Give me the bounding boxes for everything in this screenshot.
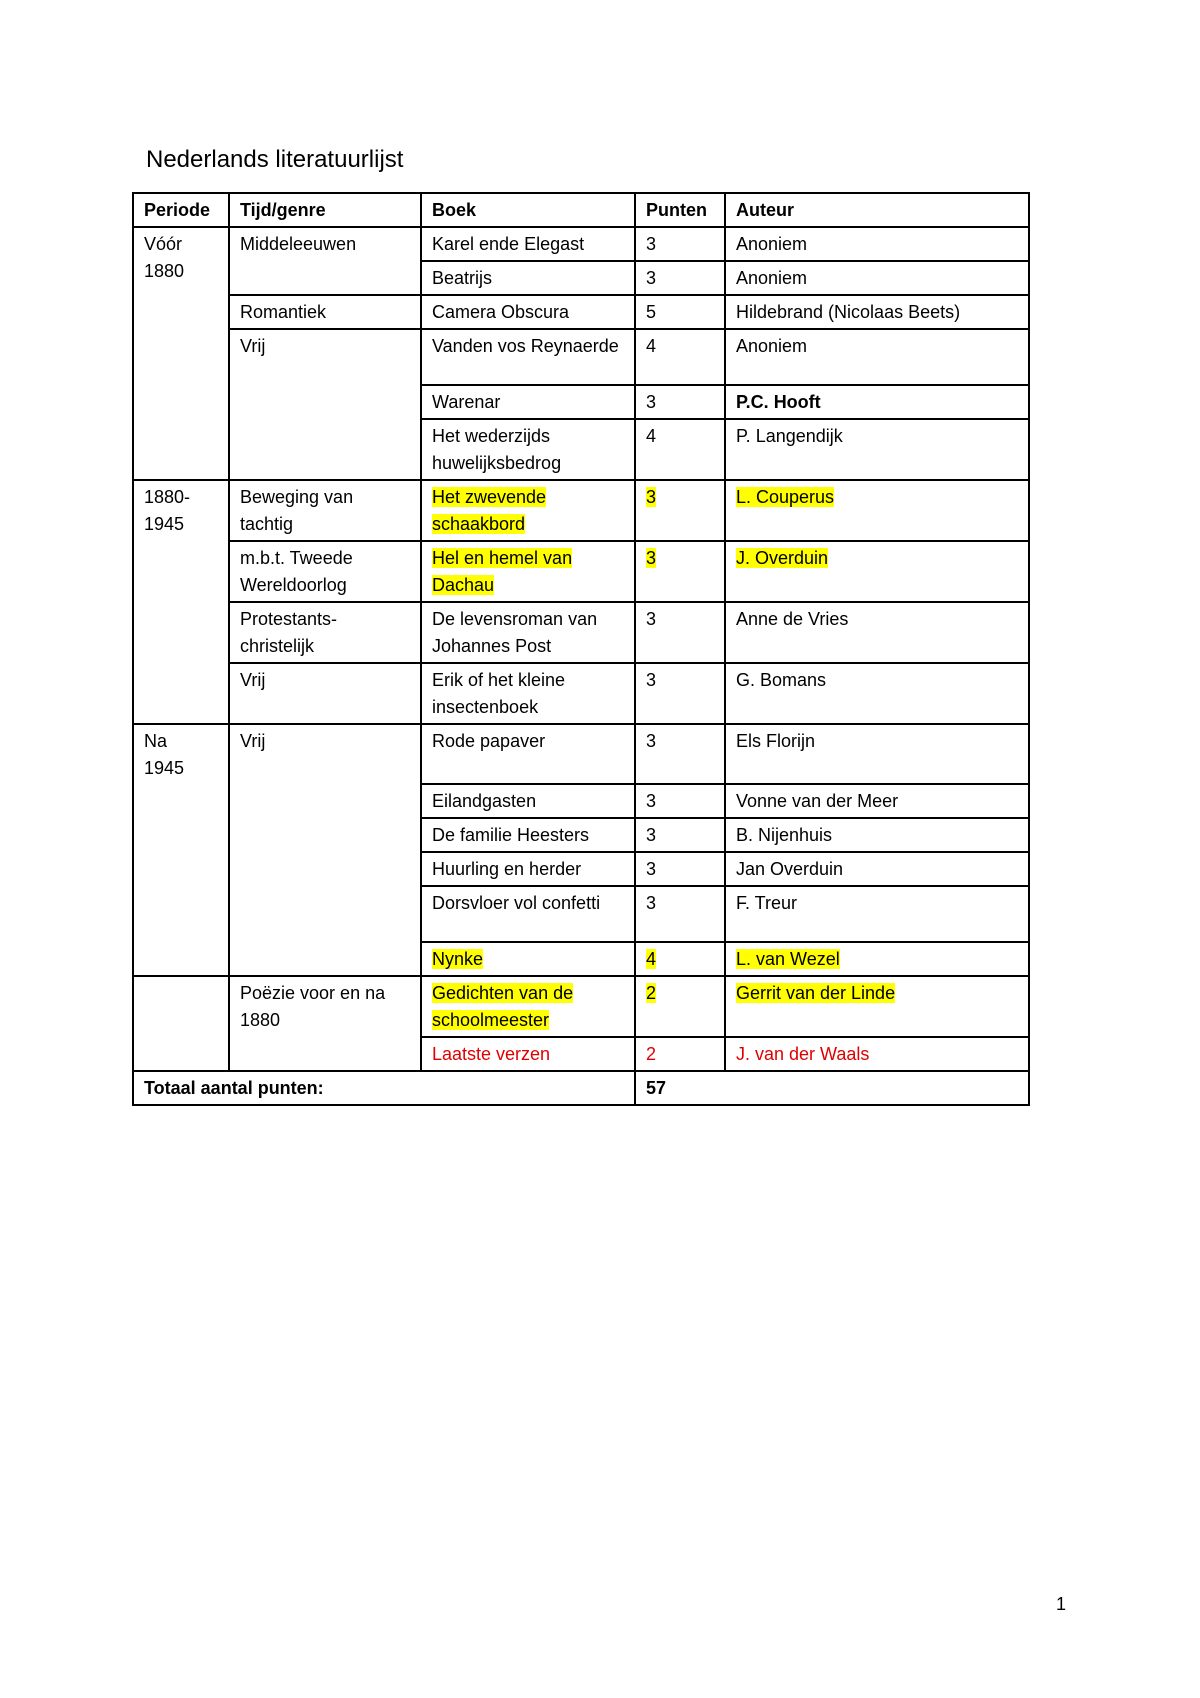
table-row	[133, 329, 1029, 385]
author-cell: Anoniem	[725, 261, 1029, 295]
author-cell	[725, 976, 1029, 1037]
total-label: Totaal aantal punten:	[133, 1071, 635, 1105]
highlighted-text: Nynke	[432, 949, 484, 969]
points-cell: 3	[635, 724, 725, 784]
book-cell: De levensroman van Johannes Post	[421, 602, 635, 663]
highlighted-text: L. van Wezel	[736, 949, 840, 969]
points-cell: 3	[635, 385, 725, 419]
table-row	[133, 541, 1029, 602]
header-auteur: Auteur	[725, 193, 1029, 227]
period-line: 1880	[144, 261, 185, 281]
author-cell: Jan Overduin	[725, 852, 1029, 886]
table-row	[133, 976, 1029, 1037]
table-row	[133, 724, 1029, 784]
table-row	[133, 480, 1029, 541]
book-cell	[421, 480, 635, 541]
header-periode: Periode	[133, 193, 229, 227]
points-cell	[635, 541, 725, 602]
genre-cell: Romantiek	[229, 295, 421, 329]
author-cell: Vonne van der Meer	[725, 784, 1029, 818]
header-boek: Boek	[421, 193, 635, 227]
author-cell: J. van der Waals	[725, 1037, 1029, 1071]
highlighted-text: L. Couperus	[736, 487, 835, 507]
highlighted-text: Gerrit van der Linde	[736, 983, 896, 1003]
genre-cell: Middeleeuwen	[229, 227, 421, 295]
points-cell: 3	[635, 663, 725, 724]
book-cell: Het wederzijds huwelijksbedrog	[421, 419, 635, 480]
literature-table	[132, 192, 1030, 1106]
period-line: 1880-	[144, 487, 191, 507]
header-genre: Tijd/genre	[229, 193, 421, 227]
points-cell: 3	[635, 261, 725, 295]
header-punten: Punten	[635, 193, 725, 227]
period-cell	[133, 976, 229, 1071]
highlighted-text: J. Overduin	[736, 548, 829, 568]
book-cell: De familie Heesters	[421, 818, 635, 852]
genre-cell: Vrij	[229, 329, 421, 480]
period-line: Na	[144, 731, 168, 751]
genre-cell: Vrij	[229, 663, 421, 724]
points-cell: 5	[635, 295, 725, 329]
points-cell: 3	[635, 852, 725, 886]
points-cell	[635, 480, 725, 541]
author-cell: B. Nijenhuis	[725, 818, 1029, 852]
author-cell	[725, 541, 1029, 602]
author-cell: Els Florijn	[725, 724, 1029, 784]
author-cell	[725, 942, 1029, 976]
table-row	[133, 663, 1029, 724]
book-cell	[421, 942, 635, 976]
highlighted-text: Hel en hemel van Dachau	[432, 548, 573, 595]
table-row	[133, 295, 1029, 329]
period-cell	[133, 724, 229, 976]
total-value: 57	[635, 1071, 1029, 1105]
book-cell: Dorsvloer vol confetti	[421, 886, 635, 942]
highlighted-text: Het zwevende schaakbord	[432, 487, 547, 534]
book-cell: Erik of het kleine insectenboek	[421, 663, 635, 724]
book-cell	[421, 976, 635, 1037]
points-cell: 3	[635, 784, 725, 818]
book-cell: Vanden vos Reynaerde	[421, 329, 635, 385]
genre-cell: Poëzie voor en na 1880	[229, 976, 421, 1071]
points-cell	[635, 942, 725, 976]
points-cell	[635, 976, 725, 1037]
author-cell: P. Langendijk	[725, 419, 1029, 480]
genre-cell: Beweging van tachtig	[229, 480, 421, 541]
author-cell: P.C. Hooft	[725, 385, 1029, 419]
period-cell	[133, 480, 229, 724]
highlighted-text: 3	[646, 548, 657, 568]
author-cell: Anoniem	[725, 227, 1029, 261]
total-row	[133, 1071, 1029, 1105]
book-cell: Camera Obscura	[421, 295, 635, 329]
book-cell: Laatste verzen	[421, 1037, 635, 1071]
book-cell: Beatrijs	[421, 261, 635, 295]
table-row	[133, 602, 1029, 663]
points-cell: 3	[635, 818, 725, 852]
points-cell: 4	[635, 329, 725, 385]
author-cell: Hildebrand (Nicolaas Beets)	[725, 295, 1029, 329]
book-cell: Eilandgasten	[421, 784, 635, 818]
author-cell: F. Treur	[725, 886, 1029, 942]
page-number: 1	[1056, 1594, 1067, 1614]
book-cell: Warenar	[421, 385, 635, 419]
highlighted-text: 2	[646, 983, 657, 1003]
table-header-row	[133, 193, 1029, 227]
table-row	[133, 227, 1029, 261]
highlighted-text: Gedichten van de schoolmeester	[432, 983, 574, 1030]
book-cell: Karel ende Elegast	[421, 227, 635, 261]
highlighted-text: 3	[646, 487, 657, 507]
period-line: 1945	[144, 758, 185, 778]
author-cell: Anne de Vries	[725, 602, 1029, 663]
points-cell: 3	[635, 602, 725, 663]
period-line: Vóór	[144, 234, 183, 254]
document-title: Nederlands literatuurlijst	[146, 146, 404, 173]
author-cell: G. Bomans	[725, 663, 1029, 724]
genre-cell: Protestants-christelijk	[229, 602, 421, 663]
author-cell: Anoniem	[725, 329, 1029, 385]
book-cell: Rode papaver	[421, 724, 635, 784]
points-cell: 2	[635, 1037, 725, 1071]
book-cell	[421, 541, 635, 602]
author-cell	[725, 480, 1029, 541]
points-cell: 3	[635, 227, 725, 261]
genre-cell: Vrij	[229, 724, 421, 976]
genre-cell: m.b.t. Tweede Wereldoorlog	[229, 541, 421, 602]
period-cell	[133, 227, 229, 480]
points-cell: 3	[635, 886, 725, 942]
points-cell: 4	[635, 419, 725, 480]
book-cell: Huurling en herder	[421, 852, 635, 886]
period-line: 1945	[144, 514, 185, 534]
highlighted-text: 4	[646, 949, 657, 969]
